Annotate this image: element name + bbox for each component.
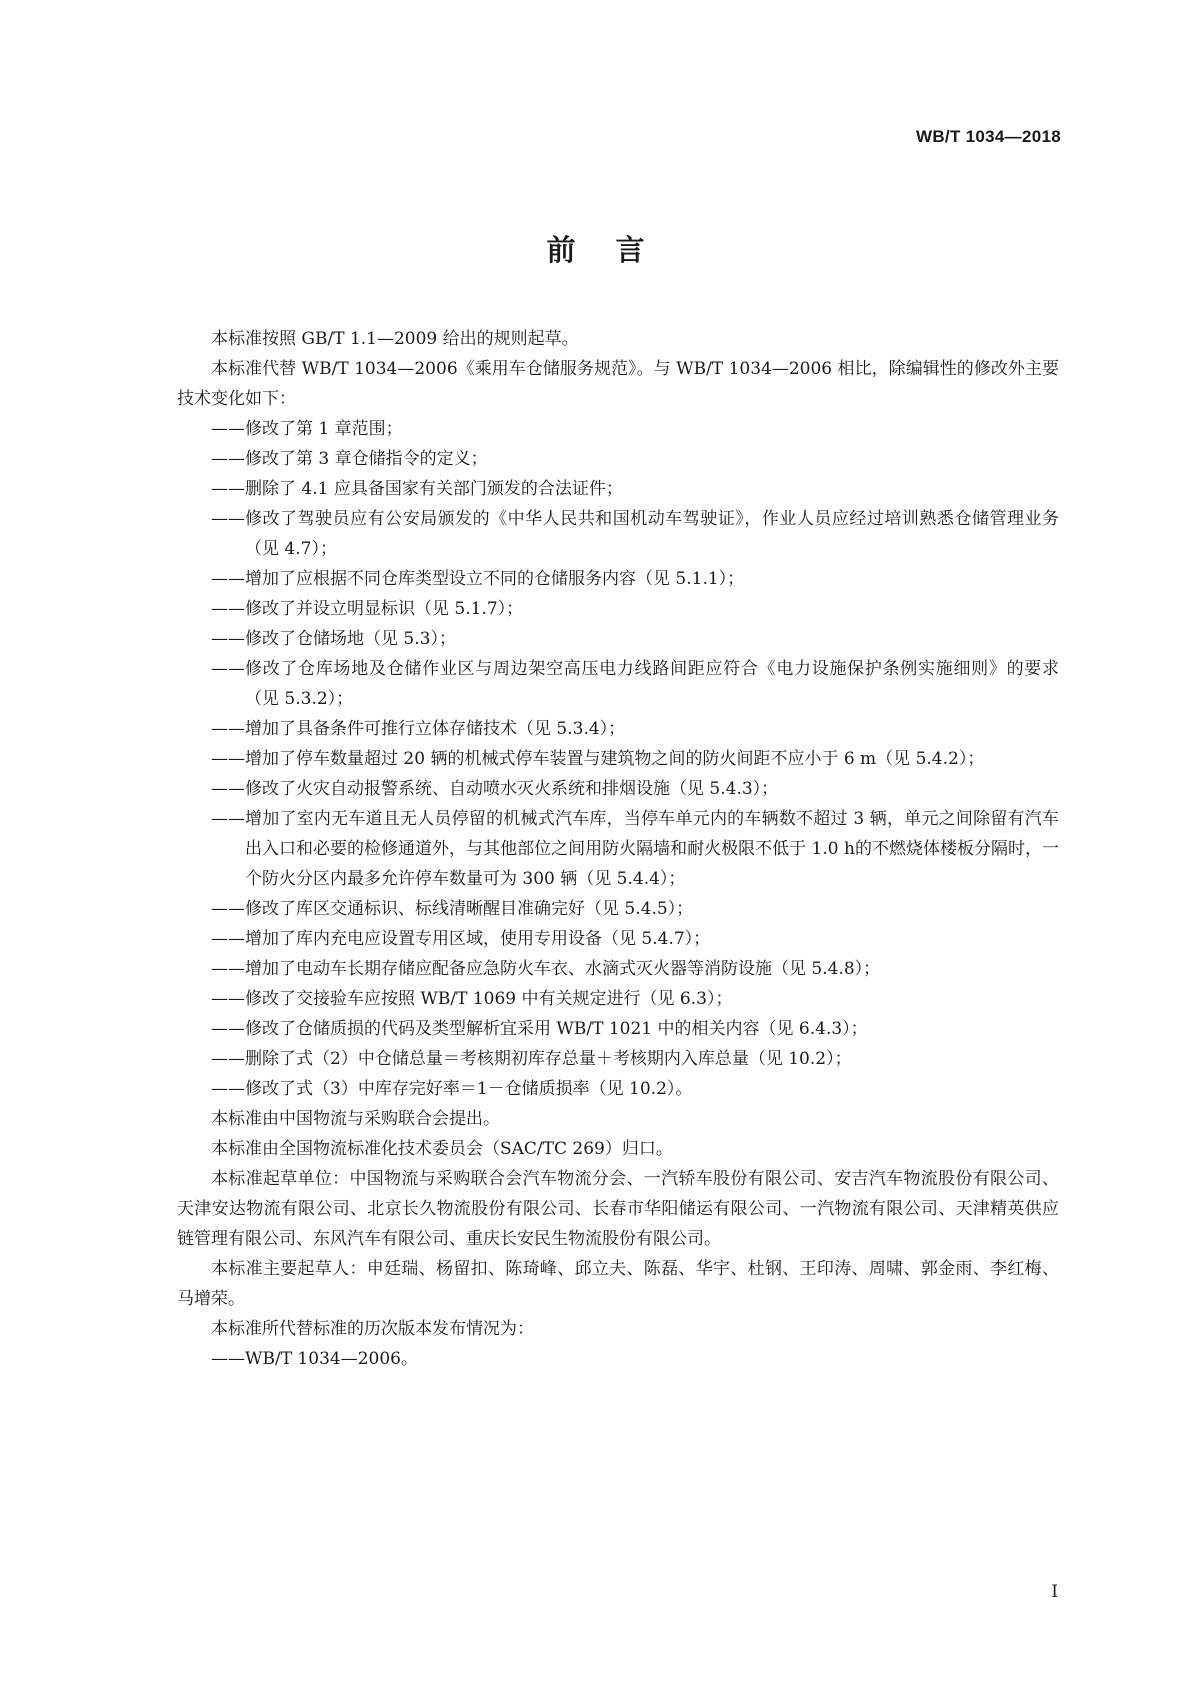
change-item [211, 1044, 1059, 1074]
dash-marker: —— [211, 809, 245, 829]
change-item-text: 增加了电动车长期存储应配备应急防火车衣、水滴式灭火器等消防设施（见 5.4.8）； [245, 959, 881, 979]
change-item [211, 654, 1059, 714]
dash-marker: —— [211, 989, 245, 1009]
page-number: I [1051, 1582, 1058, 1602]
dash-marker: —— [211, 479, 245, 499]
page-title: 前言 [546, 233, 685, 267]
change-item [211, 924, 1059, 954]
dash-marker: —— [211, 629, 245, 649]
dash-marker: —— [211, 959, 245, 979]
change-item-text: 增加了室内无车道且无人员停留的机械式汽车库，当停车单元内的车辆数不超过 3 辆，单元之间除留有汽车出入口和必要的检修通道外，与其他部位之间用防火隔墙和耐火极限不低于 1.0 h的不燃烧体楼板分隔时，一个防火分区内最多允许停车数量可为 300 辆（见 5.4.4）； [245, 809, 1059, 889]
dash-marker: —— [211, 1349, 245, 1369]
change-item-text: 修改了第 1 章范围； [245, 419, 403, 439]
change-item [211, 714, 1059, 744]
previous-version-item [211, 1344, 1059, 1374]
change-item [211, 564, 1059, 594]
drafters-paragraph: 本标准主要起草人：申廷瑞、杨留扣、陈琦峰、邱立夫、陈磊、华宇、杜钢、王印涛、周啸、郭金雨、李红梅、马增荣。 [177, 1259, 1059, 1309]
dash-marker: —— [211, 749, 245, 769]
dash-marker: —— [211, 599, 245, 619]
dash-marker: —— [211, 719, 245, 739]
dash-marker: —— [211, 1079, 245, 1099]
change-item-text: 修改了库区交通标识、标线清晰醒目准确完好（见 5.4.5）； [245, 899, 694, 919]
change-item [211, 804, 1059, 894]
change-item [211, 414, 1059, 444]
dash-marker: —— [211, 569, 245, 589]
foreword-content [177, 324, 1059, 1374]
dash-marker: —— [211, 509, 245, 529]
change-item-text: 修改了仓储质损的代码及类型解析宜采用 WB/T 1021 中的相关内容（见 6.4.3）； [245, 1019, 868, 1039]
change-item [211, 774, 1059, 804]
change-item-text: 增加了停车数量超过 20 辆的机械式停车装置与建筑物之间的防火间距不应小于 6 m（见 5.4.2）； [245, 749, 985, 769]
dash-marker: —— [211, 929, 245, 949]
change-item [211, 1014, 1059, 1044]
dash-marker: —— [211, 1019, 245, 1039]
change-item-text: 修改了交接验车应按照 WB/T 1069 中有关规定进行（见 6.3）； [245, 989, 733, 1009]
version-history-paragraph: 本标准所代替标准的历次版本发布情况为： [211, 1319, 534, 1339]
dash-marker: —— [211, 449, 245, 469]
change-item [211, 624, 1059, 654]
change-item-text: 修改了仓库场地及仓储作业区与周边架空高压电力线路间距应符合《电力设施保护条例实施细则》的要求（见 5.3.2）； [245, 659, 1059, 709]
change-item [211, 744, 1059, 774]
dash-marker: —— [211, 659, 245, 679]
change-item-text: 修改了式（3）中库存完好率＝1－仓储质损率（见 10.2）。 [245, 1079, 693, 1099]
change-item-text: 增加了库内充电应设置专用区域，使用专用设备（见 5.4.7）； [245, 929, 711, 949]
dash-marker: —— [211, 419, 245, 439]
standard-code-header: WB/T 1034—2018 [916, 127, 1061, 146]
closing-paragraph: 本标准由全国物流标准化技术委员会（SAC/TC 269）归口。 [211, 1139, 673, 1159]
change-item-text: 修改了驾驶员应有公安局颁发的《中华人民共和国机动车驾驶证》，作业人员应经过培训熟悉仓储管理业务（见 4.7）； [245, 509, 1059, 559]
intro-paragraph: 本标准代替 WB/T 1034—2006《乘用车仓储服务规范》。与 WB/T 1034—2006 相比，除编辑性的修改外主要技术变化如下： [177, 359, 1059, 409]
dash-marker: —— [211, 899, 245, 919]
change-item-text: 修改了第 3 章仓储指令的定义； [245, 449, 488, 469]
change-item [211, 594, 1059, 624]
change-item-text: 修改了仓储场地（见 5.3）； [245, 629, 456, 649]
change-item-text: 修改了火灾自动报警系统、自动喷水灭火系统和排烟设施（见 5.4.3）； [245, 779, 779, 799]
change-item-text: 增加了应根据不同仓库类型设立不同的仓储服务内容（见 5.1.1）； [245, 569, 745, 589]
previous-version-text: WB/T 1034—2006。 [245, 1349, 418, 1369]
change-item-text: 增加了具备条件可推行立体存储技术（见 5.3.4）； [245, 719, 626, 739]
change-item [211, 984, 1059, 1014]
change-item [211, 1074, 1059, 1104]
change-item [211, 504, 1059, 564]
change-item [211, 444, 1059, 474]
change-item [211, 474, 1059, 504]
intro-paragraph: 本标准按照 GB/T 1.1—2009 给出的规则起草。 [211, 329, 579, 349]
previous-versions-list [177, 1344, 1059, 1374]
dash-marker: —— [211, 779, 245, 799]
change-item-text: 删除了 4.1 应具备国家有关部门颁发的合法证件； [245, 479, 623, 499]
change-item [211, 954, 1059, 984]
change-item-text: 删除了式（2）中仓储总量＝考核期初库存总量＋考核期内入库总量（见 10.2）； [245, 1049, 852, 1069]
change-item-text: 修改了并设立明显标识（见 5.1.7）； [245, 599, 524, 619]
drafting-units-paragraph: 本标准起草单位：中国物流与采购联合会汽车物流分会、一汽轿车股份有限公司、安吉汽车物流股份有限公司、天津安达物流有限公司、北京长久物流股份有限公司、长春市华阳储运有限公司、一汽物流有限公司、天津精英供应链管理有限公司、东风汽车有限公司、重庆长安民生物流股份有限公司。 [177, 1169, 1059, 1249]
dash-marker: —— [211, 1049, 245, 1069]
closing-paragraph: 本标准由中国物流与采购联合会提出。 [211, 1109, 500, 1129]
changes-list [177, 414, 1059, 1104]
change-item [211, 894, 1059, 924]
